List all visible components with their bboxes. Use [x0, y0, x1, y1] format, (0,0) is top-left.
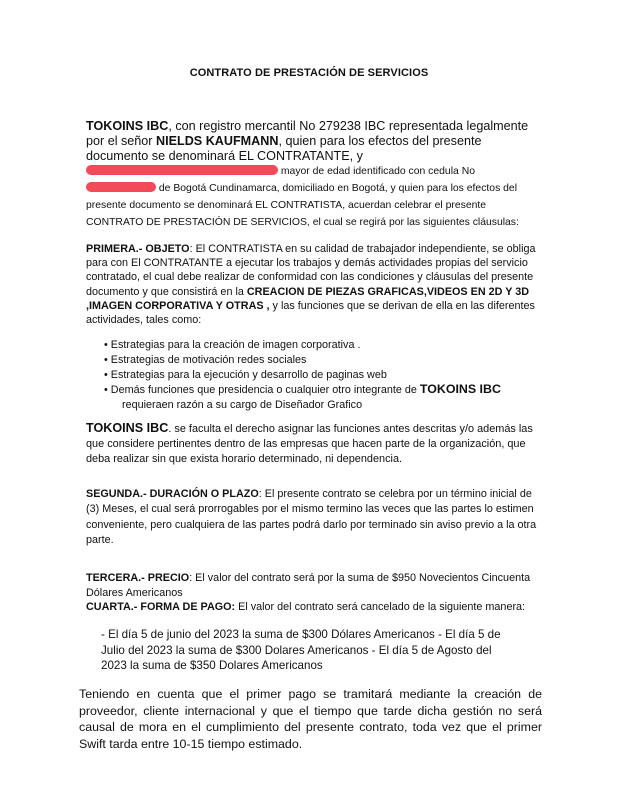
redacted-name	[86, 165, 278, 175]
list-item-continuation: requieraen razón a su cargo de Diseñador Grafico	[122, 399, 363, 412]
clause-primera: PRIMERA.- OBJETO: El CONTRATISTA en su calidad de trabajador independiente, se obliga para con El CONTRATANTE a ejecutar los trabajos y demás actividades propias del servicio contratado, el cual debe realizar de conformidad con las condiciones y cláusulas del presente documento y que consistirá en la CREACION DE PIEZAS GRAFICAS,VIDEOS EN 2D Y 3D ,IMAGEN CORPORATIVA Y OTRAS , y las funciones que se derivan de ella en las diferentes actividades, tales como:	[86, 243, 536, 327]
clause-cuarta: CUARTA.- FORMA DE PAGO: El valor del contrato será cancelado de la siguiente manera:	[86, 601, 526, 613]
tokoins-paragraph: TOKOINS IBC. se faculta el derecho asignar las funciones antes descritas y/o además las que considere pertinentes dentro de las empresas que hacen parte de la organización, que deba realizar sin que exista horario determinado, ni dependencia.	[86, 421, 533, 465]
intro-paragraph: TOKOINS IBC, con registro mercantil No 279238 IBC representada legalmente por el señor NIELDS KAUFMANN, quien para los efectos del presente documento se denominará EL CONTRATANTE, y mayor de edad identificado con cedula No de Bogotá Cundinamarca, domiciliado en Bogotá, y quien para los efectos del presente documento se denominará EL CONTRATISTA, acuerdan celebrar el presente CONTRATO DE PRESTACIÓN DE SERVICIOS, el cual se regirá por las siguientes cláusulas:	[86, 119, 529, 228]
list-item: • Estrategias para la ejecución y desarrollo de paginas web	[104, 368, 387, 381]
payment-schedule: - El día 5 de junio del 2023 la suma de $300 Dólares Americanos - El día 5 de Julio del 2023 la suma de $300 Dolares Americanos - El día 5 de Agosto del 2023 la suma de $350 Dolares Americanos	[101, 628, 501, 673]
clause-segunda-heading: SEGUNDA.- DURACIÓN O PLAZO	[86, 488, 259, 500]
closing-paragraph: Teniendo en cuenta que el primer pago se tramitará mediante la creación de proveedor, cliente internacional y que el tiempo que tarde dicha gestión no será causal de mora en el cumplimiento del presente contrato, toda vez que el primer Swift tarda entre 10-15 tiempo estimado.	[79, 687, 542, 751]
functions-list	[104, 338, 544, 413]
list-item: • Estrategias para la creación de imagen corporativa .	[104, 339, 361, 351]
document-title: CONTRATO DE PRESTACIÓN DE SERVICIOS	[189, 67, 429, 79]
clause-cuarta-heading: CUARTA.- FORMA DE PAGO:	[86, 601, 236, 613]
redacted-id-number	[86, 182, 156, 192]
clause-tercera-heading: TERCERA.- PRECIO	[86, 572, 190, 584]
list-item: • Estrategias de motivación redes sociales	[104, 353, 307, 366]
clause-tercera: TERCERA.- PRECIO: El valor del contrato será por la suma de $950 Novecientos Cincuenta Dólares Americanos	[86, 572, 531, 599]
company-name: TOKOINS IBC	[86, 119, 169, 133]
clause-segunda: SEGUNDA.- DURACIÓN O PLAZO: El presente contrato se celebra por un término inicial de (3) Meses, el cual será prorrogables por el mismo termino las veces que las partes lo estimen conveniente, pero cualquiera de las partes podrá darlo por terminado sin aviso previo a la otra parte.	[86, 488, 537, 546]
representative-name: NIELDS KAUFMANN	[156, 133, 279, 148]
list-item: • Demás funciones que presidencia o cualquier otro integrante de TOKOINS IBC	[104, 382, 501, 397]
clause-primera-heading: PRIMERA.- OBJETO	[86, 243, 190, 255]
